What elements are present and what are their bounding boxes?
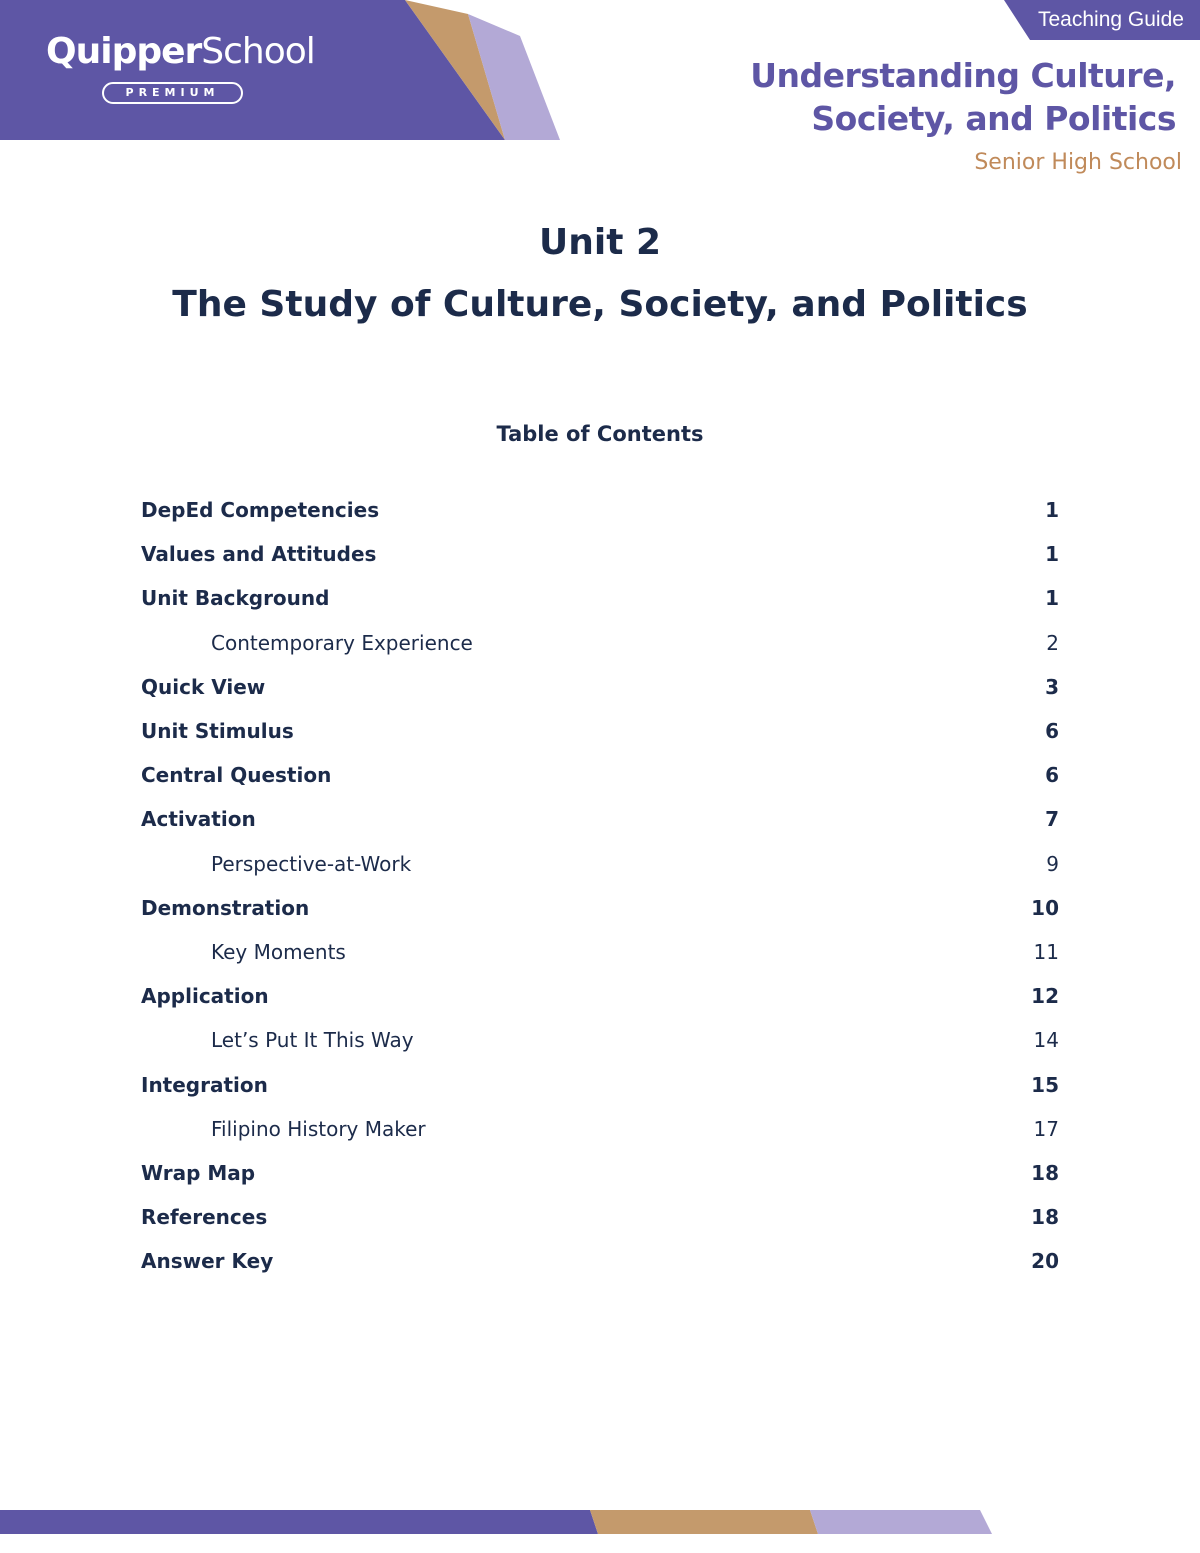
footer-tan-segment	[590, 1510, 818, 1534]
toc-entry-page: 14	[1033, 1028, 1059, 1053]
logo-bold-text: Quipper	[46, 31, 202, 72]
toc-entry-page: 6	[1045, 719, 1059, 744]
toc-entry-page: 15	[1031, 1072, 1059, 1097]
toc-entry[interactable]	[141, 665, 1059, 709]
toc-entry-page: 18	[1031, 1160, 1059, 1185]
toc-entry-page: 7	[1045, 807, 1059, 832]
toc-entry[interactable]	[141, 488, 1059, 532]
toc-entry[interactable]	[141, 532, 1059, 576]
toc-entry-label: Activation	[141, 807, 256, 832]
toc-entry-label: DepEd Competencies	[141, 498, 380, 523]
course-title	[750, 54, 1176, 140]
toc-entry-label: Key Moments	[211, 939, 346, 964]
toc-entry-label: Wrap Map	[141, 1160, 256, 1185]
toc-entry-page: 18	[1031, 1205, 1059, 1230]
toc-entry[interactable]	[141, 709, 1059, 753]
toc-heading: Table of Contents	[496, 422, 704, 446]
toc-entry-page: 6	[1045, 763, 1059, 788]
toc-entry-page: 20	[1031, 1249, 1059, 1274]
quipper-school-logo	[46, 30, 315, 99]
course-title-line1: Understanding Culture,	[750, 56, 1176, 95]
toc-entry[interactable]	[141, 1151, 1059, 1195]
toc-entry-label: Contemporary Experience	[211, 630, 473, 655]
toc-entry-label: Unit Background	[141, 586, 330, 611]
logo-light-text: School	[201, 31, 315, 72]
course-level: Senior High School	[974, 150, 1182, 175]
toc-entry[interactable]	[141, 1239, 1059, 1283]
toc-entry-page: 1	[1045, 586, 1059, 611]
toc-entry-label: Quick View	[141, 674, 266, 699]
teaching-guide-label: Teaching Guide	[1038, 8, 1184, 31]
toc-entry-page: 11	[1033, 939, 1059, 964]
toc-entry-label: Answer Key	[141, 1249, 274, 1274]
toc-entry[interactable]	[141, 1107, 1059, 1151]
toc-entry[interactable]	[141, 1195, 1059, 1239]
toc-entry-label: Demonstration	[141, 895, 310, 920]
toc-entry-label: References	[141, 1205, 268, 1230]
toc-entry-label: Application	[141, 984, 269, 1009]
toc-entry[interactable]	[141, 842, 1059, 886]
footer-bar	[0, 1510, 1000, 1534]
toc-entry[interactable]	[141, 930, 1059, 974]
table-of-contents	[141, 488, 1059, 1283]
toc-entry-page: 12	[1031, 984, 1059, 1009]
course-title-line2: Society, and Politics	[811, 99, 1176, 138]
toc-entry[interactable]	[141, 886, 1059, 930]
toc-entry-page: 17	[1033, 1116, 1059, 1141]
toc-entry-page: 10	[1031, 895, 1059, 920]
toc-entry-page: 3	[1045, 674, 1059, 699]
unit-subtitle: The Study of Culture, Society, and Politics	[172, 284, 1028, 325]
premium-badge: PREMIUM	[102, 82, 243, 104]
toc-entry[interactable]	[141, 797, 1059, 841]
toc-entry[interactable]	[141, 753, 1059, 797]
toc-entry[interactable]	[141, 1018, 1059, 1062]
toc-entry-page: 2	[1046, 630, 1059, 655]
toc-entry-label: Central Question	[141, 763, 332, 788]
unit-title: Unit 2	[539, 222, 661, 263]
toc-entry-label: Filipino History Maker	[211, 1116, 426, 1141]
footer-purple-segment	[0, 1510, 598, 1534]
toc-entry[interactable]	[141, 621, 1059, 665]
toc-entry-page: 1	[1045, 542, 1059, 567]
toc-entry-page: 9	[1046, 851, 1059, 876]
toc-entry-label: Integration	[141, 1072, 268, 1097]
toc-entry-label: Unit Stimulus	[141, 719, 294, 744]
toc-entry-label: Values and Attitudes	[141, 542, 377, 567]
toc-entry-label: Let’s Put It This Way	[211, 1028, 414, 1053]
footer-lavender-segment	[810, 1510, 992, 1534]
toc-entry[interactable]	[141, 576, 1059, 620]
toc-entry-label: Perspective-at-Work	[211, 851, 412, 876]
toc-entry-page: 1	[1045, 498, 1059, 523]
teaching-guide-tab	[1004, 0, 1200, 40]
toc-entry[interactable]	[141, 974, 1059, 1018]
toc-entry[interactable]	[141, 1062, 1059, 1106]
